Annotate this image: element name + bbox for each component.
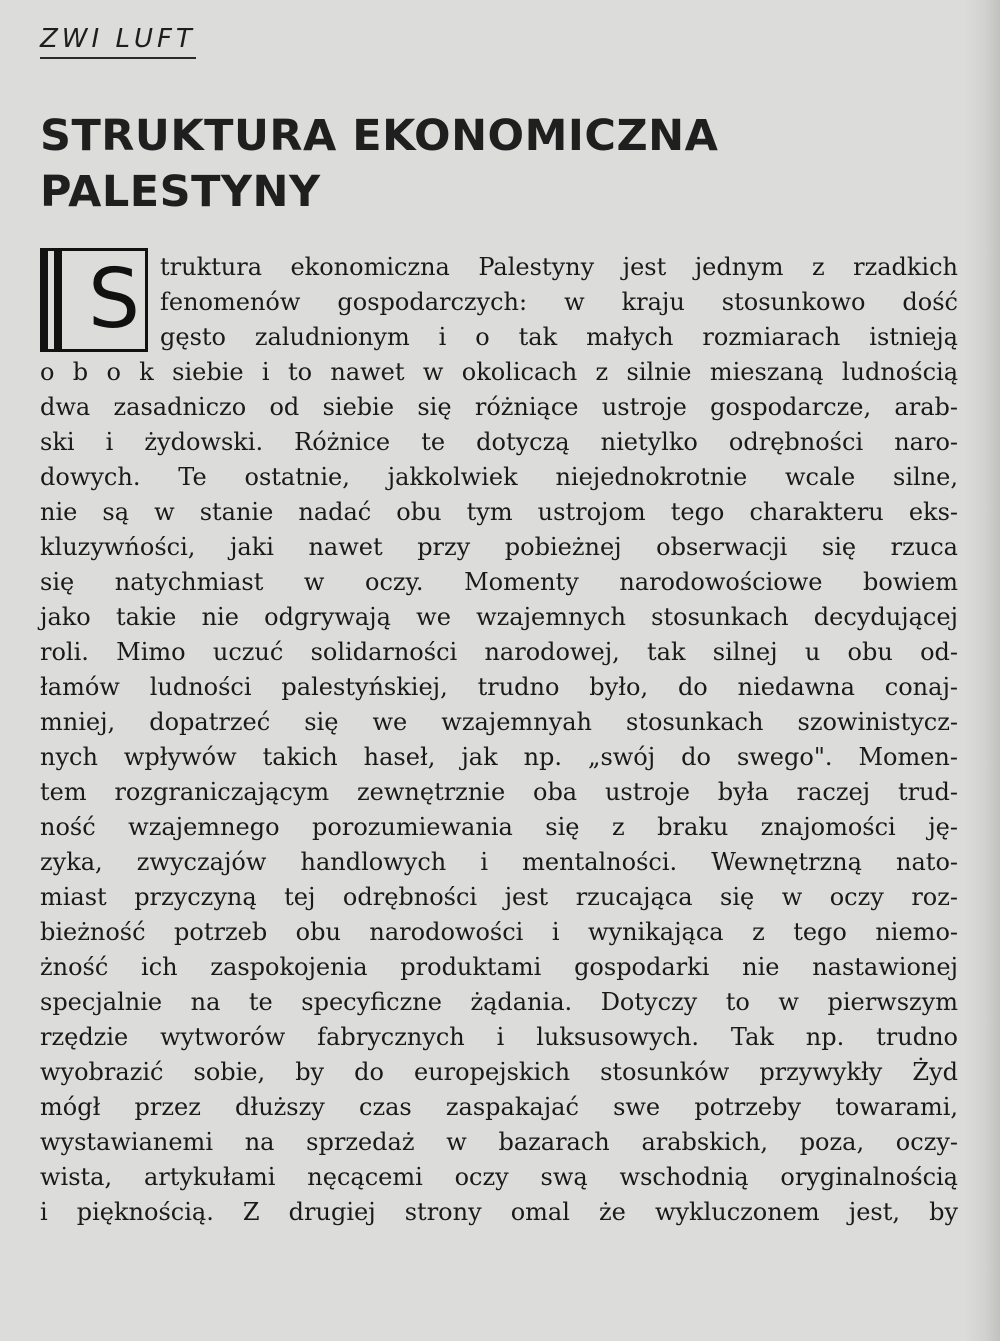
text-line: dwa zasadniczo od siebie się różniące ustroje gospodarcze, arab- <box>40 393 958 421</box>
text-line: o b o k siebie i to nawet w okolicach z silnie mieszaną ludnością <box>40 358 958 386</box>
text-line: żność ich zaspokojenia produktami gospodarki nie nastawionej <box>40 953 958 981</box>
text-line: bieżność potrzeb obu narodowości i wynikająca z tego niemo- <box>40 918 958 946</box>
text-line: specjalnie na te specyficzne żądania. Dotyczy to w pierwszym <box>40 988 958 1016</box>
text-line: wystawianemi na sprzedaż w bazarach arabskich, poza, oczy- <box>40 1128 958 1156</box>
text-line: ski i żydowski. Różnice te dotyczą nietylko odrębności naro- <box>40 428 958 456</box>
page-edge-shadow <box>964 0 1000 1341</box>
text-line: zyka, zwyczajów handlowych i mentalności. Wewnętrzną nato- <box>40 848 958 876</box>
text-line: kluzywńości, jaki nawet przy pobieżnej obserwacji się rzuca <box>40 533 958 561</box>
text-line: się natychmiast w oczy. Momenty narodowościowe bowiem <box>40 568 958 596</box>
text-line: i pięknością. Z drugiej strony omal że wykluczonem jest, by <box>40 1198 958 1226</box>
text-line: jako takie nie odgrywają we wzajemnych stosunkach decydującej <box>40 603 958 631</box>
text-line: wista, artykułami nęcącemi oczy swą wschodnią oryginalnością <box>40 1163 958 1191</box>
title-line: PALESTYNY <box>40 167 321 217</box>
text-line: truktura ekonomiczna Palestyny jest jednym z rzadkich <box>160 253 958 281</box>
dropcap-letter: S <box>87 252 141 347</box>
text-line: tem rozgraniczającym zewnętrznie oba ustroje była raczej trud- <box>40 778 958 806</box>
title-line: STRUKTURA EKONOMICZNA <box>40 111 719 161</box>
text-line: ność wzajemnego porozumiewania się z braku znajomości ję- <box>40 813 958 841</box>
article-body <box>40 250 958 1230</box>
text-line: miast przyczyną tej odrębności jest rzucająca się w oczy roz- <box>40 883 958 911</box>
author-name: ZWI LUFT <box>40 24 196 59</box>
text-line: mógł przez dłuższy czas zaspakajać swe potrzeby towarami, <box>40 1093 958 1121</box>
text-line: łamów ludności palestyńskiej, trudno było, do niedawna conaj- <box>40 673 958 701</box>
text-line: nie są w stanie nadać obu tym ustrojom tego charakteru eks- <box>40 498 958 526</box>
article-title <box>40 108 920 220</box>
text-line: rzędzie wytworów fabrycznych i luksusowych. Tak np. trudno <box>40 1023 958 1051</box>
text-line: nych wpływów takich haseł, jak np. „swój do swego". Momen- <box>40 743 958 771</box>
text-line: mniej, dopatrzeć się we wzajemnyah stosunkach szowinistycz- <box>40 708 958 736</box>
text-line: fenomenów gospodarczych: w kraju stosunkowo dość <box>160 288 958 316</box>
text-line: wyobrazić sobie, by do europejskich stosunków przywykły Żyd <box>40 1058 958 1086</box>
text-line: gęsto zaludnionym i o tak małych rozmiarach istnieją <box>160 323 958 351</box>
text-line: roli. Mimo uczuć solidarności narodowej, tak silnej u obu od- <box>40 638 958 666</box>
text-line: dowych. Te ostatnie, jakkolwiek niejednokrotnie wcale silne, <box>40 463 958 491</box>
